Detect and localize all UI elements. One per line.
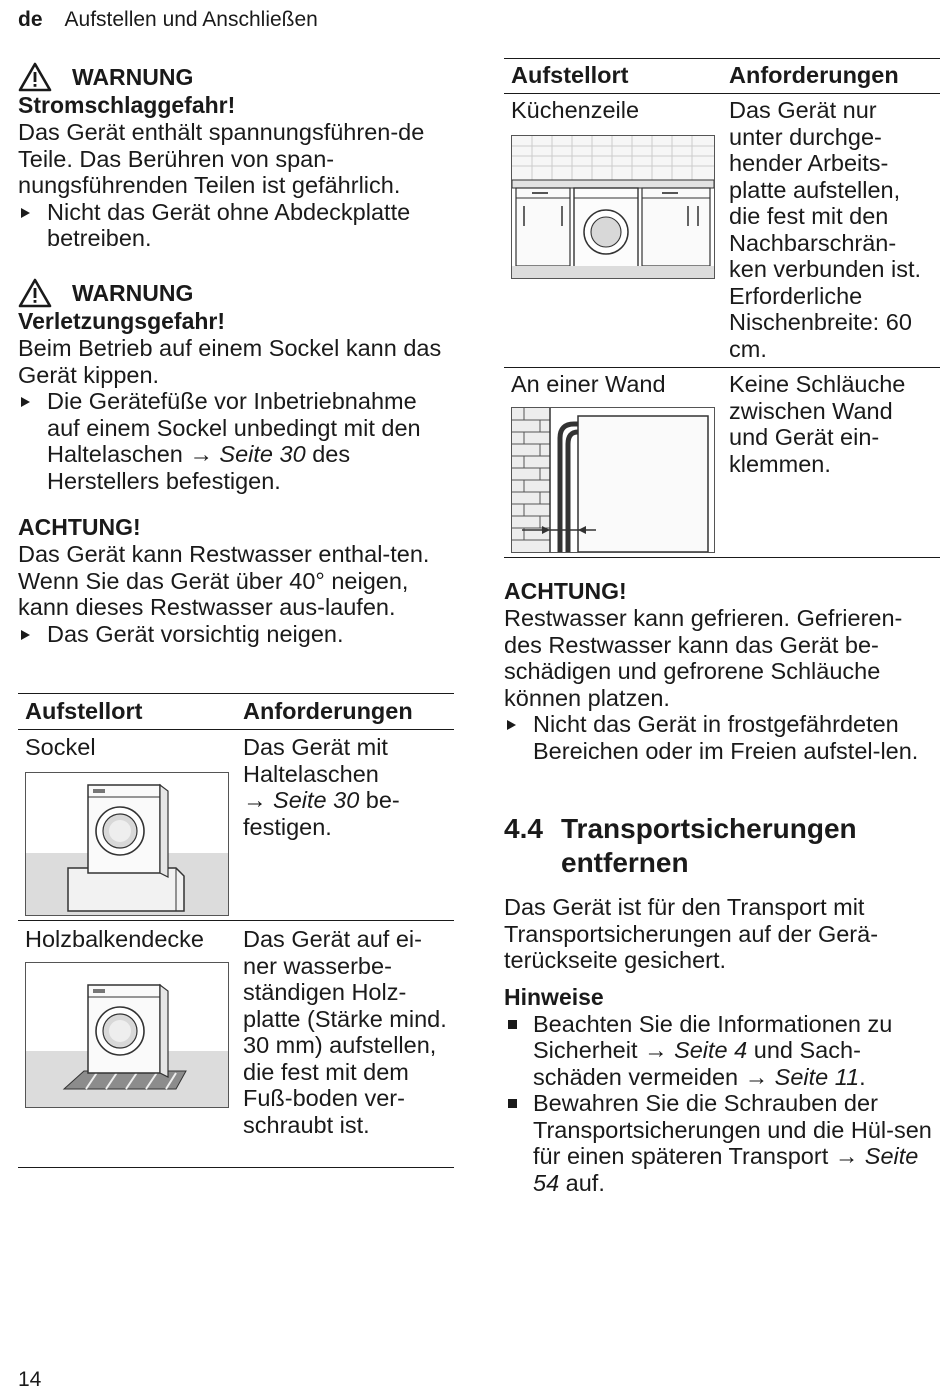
caution-text: Das Gerät kann Restwasser enthal-ten. Wenn Sie das Gerät über 40° neigen, kann dieses Restwasser aus-laufen. — [18, 541, 430, 620]
table-cell-requirement: Das Gerät mit Haltelaschen → Seite 30 be-festigen. — [243, 734, 400, 840]
note-item: Beachten Sie die Informationen zu Sicherheit → Seite 4 und Sach-schäden vermeiden → Seite 11. — [504, 1011, 940, 1091]
table-cell-requirement: Das Gerät auf ei-ner wasserbe-ständigen Holz-platte (Stärke mind. 30 mm) aufstellen, die fest mit dem Fuß-boden ver-schraubt ist. — [243, 926, 447, 1138]
section-title: Transportsicherungen entfernen — [561, 813, 857, 878]
table-header-place: Aufstellort — [511, 62, 629, 88]
caution-title: ACHTUNG! — [18, 514, 141, 540]
warning-label: WARNUNG — [72, 64, 194, 90]
page-reference: Seite 30 — [219, 441, 306, 467]
caution-title: ACHTUNG! — [504, 578, 627, 604]
arrow-right-icon: → — [744, 1063, 769, 1090]
warning-triangle-icon — [18, 278, 52, 308]
section-number: 4.4 — [504, 813, 543, 844]
notes-title: Hinweise — [504, 983, 604, 1010]
note-item: Bewahren Sie die Schrauben der Transportsicherungen und die Hül-sen für einen späteren Transport → Seite 54 auf. — [504, 1090, 940, 1196]
page-reference: Seite 4 — [674, 1037, 748, 1063]
arrow-right-icon: → — [644, 1037, 668, 1063]
page-reference: Seite 11 — [774, 1063, 860, 1090]
caution-frost — [504, 578, 940, 764]
section-body — [504, 894, 940, 1196]
kitchen-unit-washer-illustration — [511, 135, 715, 279]
caution-instruction: Nicht das Gerät in frostgefährdeten Bereichen oder im Freien aufstel-len. — [504, 711, 940, 764]
table-header-requirements: Anforderungen — [729, 62, 899, 88]
arrow-right-icon: → — [243, 787, 267, 813]
page-reference: Seite 54 — [533, 1143, 919, 1196]
warning-injury — [18, 278, 454, 494]
arrow-right-icon: → — [834, 1143, 859, 1169]
page-header — [18, 8, 318, 32]
warning-title: Verletzungsgefahr! — [18, 308, 226, 334]
language-code: de — [18, 8, 43, 31]
section-text: Das Gerät ist für den Transport mit Transportsicherungen auf der Gerä-terückseite gesichert. — [504, 894, 879, 973]
wall-washer-hose-illustration — [511, 407, 715, 553]
warning-instruction: Die Gerätefüße vor Inbetriebnahme auf einem Sockel unbedingt mit den Haltelaschen → Seite 30 des Herstellers befestigen. — [18, 388, 454, 494]
caution-text: Restwasser kann gefrieren. Gefrieren-des Restwasser kann das Gerät be-schädigen und gefrorene Schläuche können platzen. — [504, 605, 903, 711]
warning-instruction: Nicht das Gerät ohne Abdeckplatte betreiben. — [18, 199, 454, 252]
table-cell-place: Sockel — [25, 734, 96, 760]
warning-title: Stromschlaggefahr! — [18, 92, 236, 118]
arrow-right-icon: → — [189, 441, 213, 467]
table-header-place: Aufstellort — [25, 698, 143, 724]
table-cell-place: An einer Wand — [511, 371, 666, 397]
page-reference: Seite 30 — [273, 787, 360, 813]
section-heading — [504, 812, 940, 880]
warning-label: WARNUNG — [72, 280, 194, 306]
warning-electric-shock — [18, 62, 454, 252]
table-cell-place: Holzbalkendecke — [25, 926, 204, 952]
caution-residual-water — [18, 514, 454, 647]
warning-text: Das Gerät enthält spannungsführen-de Teile. Das Berühren von span-nungsführenden Teilen ist gefährlich. — [18, 119, 425, 198]
caution-instruction: Das Gerät vorsichtig neigen. — [18, 621, 454, 648]
table-cell-requirement: Keine Schläuche zwischen Wand und Gerät ein-klemmen. — [729, 371, 906, 477]
warning-triangle-icon — [18, 62, 52, 92]
pedestal-washer-illustration — [25, 772, 229, 916]
header-title: Aufstellen und Anschließen — [64, 8, 318, 31]
table-cell-requirement: Das Gerät nur unter durchge-hender Arbeits-platte aufstellen, die fest mit den Nachbarschrän-ken verbunden ist. Erforderliche Nischenbreite: 60 cm. — [729, 97, 922, 362]
table-header-requirements: Anforderungen — [243, 698, 413, 724]
warning-text: Beim Betrieb auf einem Sockel kann das Gerät kippen. — [18, 335, 442, 388]
wooden-floor-washer-illustration — [25, 962, 229, 1108]
table-cell-place: Küchenzeile — [511, 97, 640, 123]
page-number: 14 — [18, 1368, 42, 1391]
